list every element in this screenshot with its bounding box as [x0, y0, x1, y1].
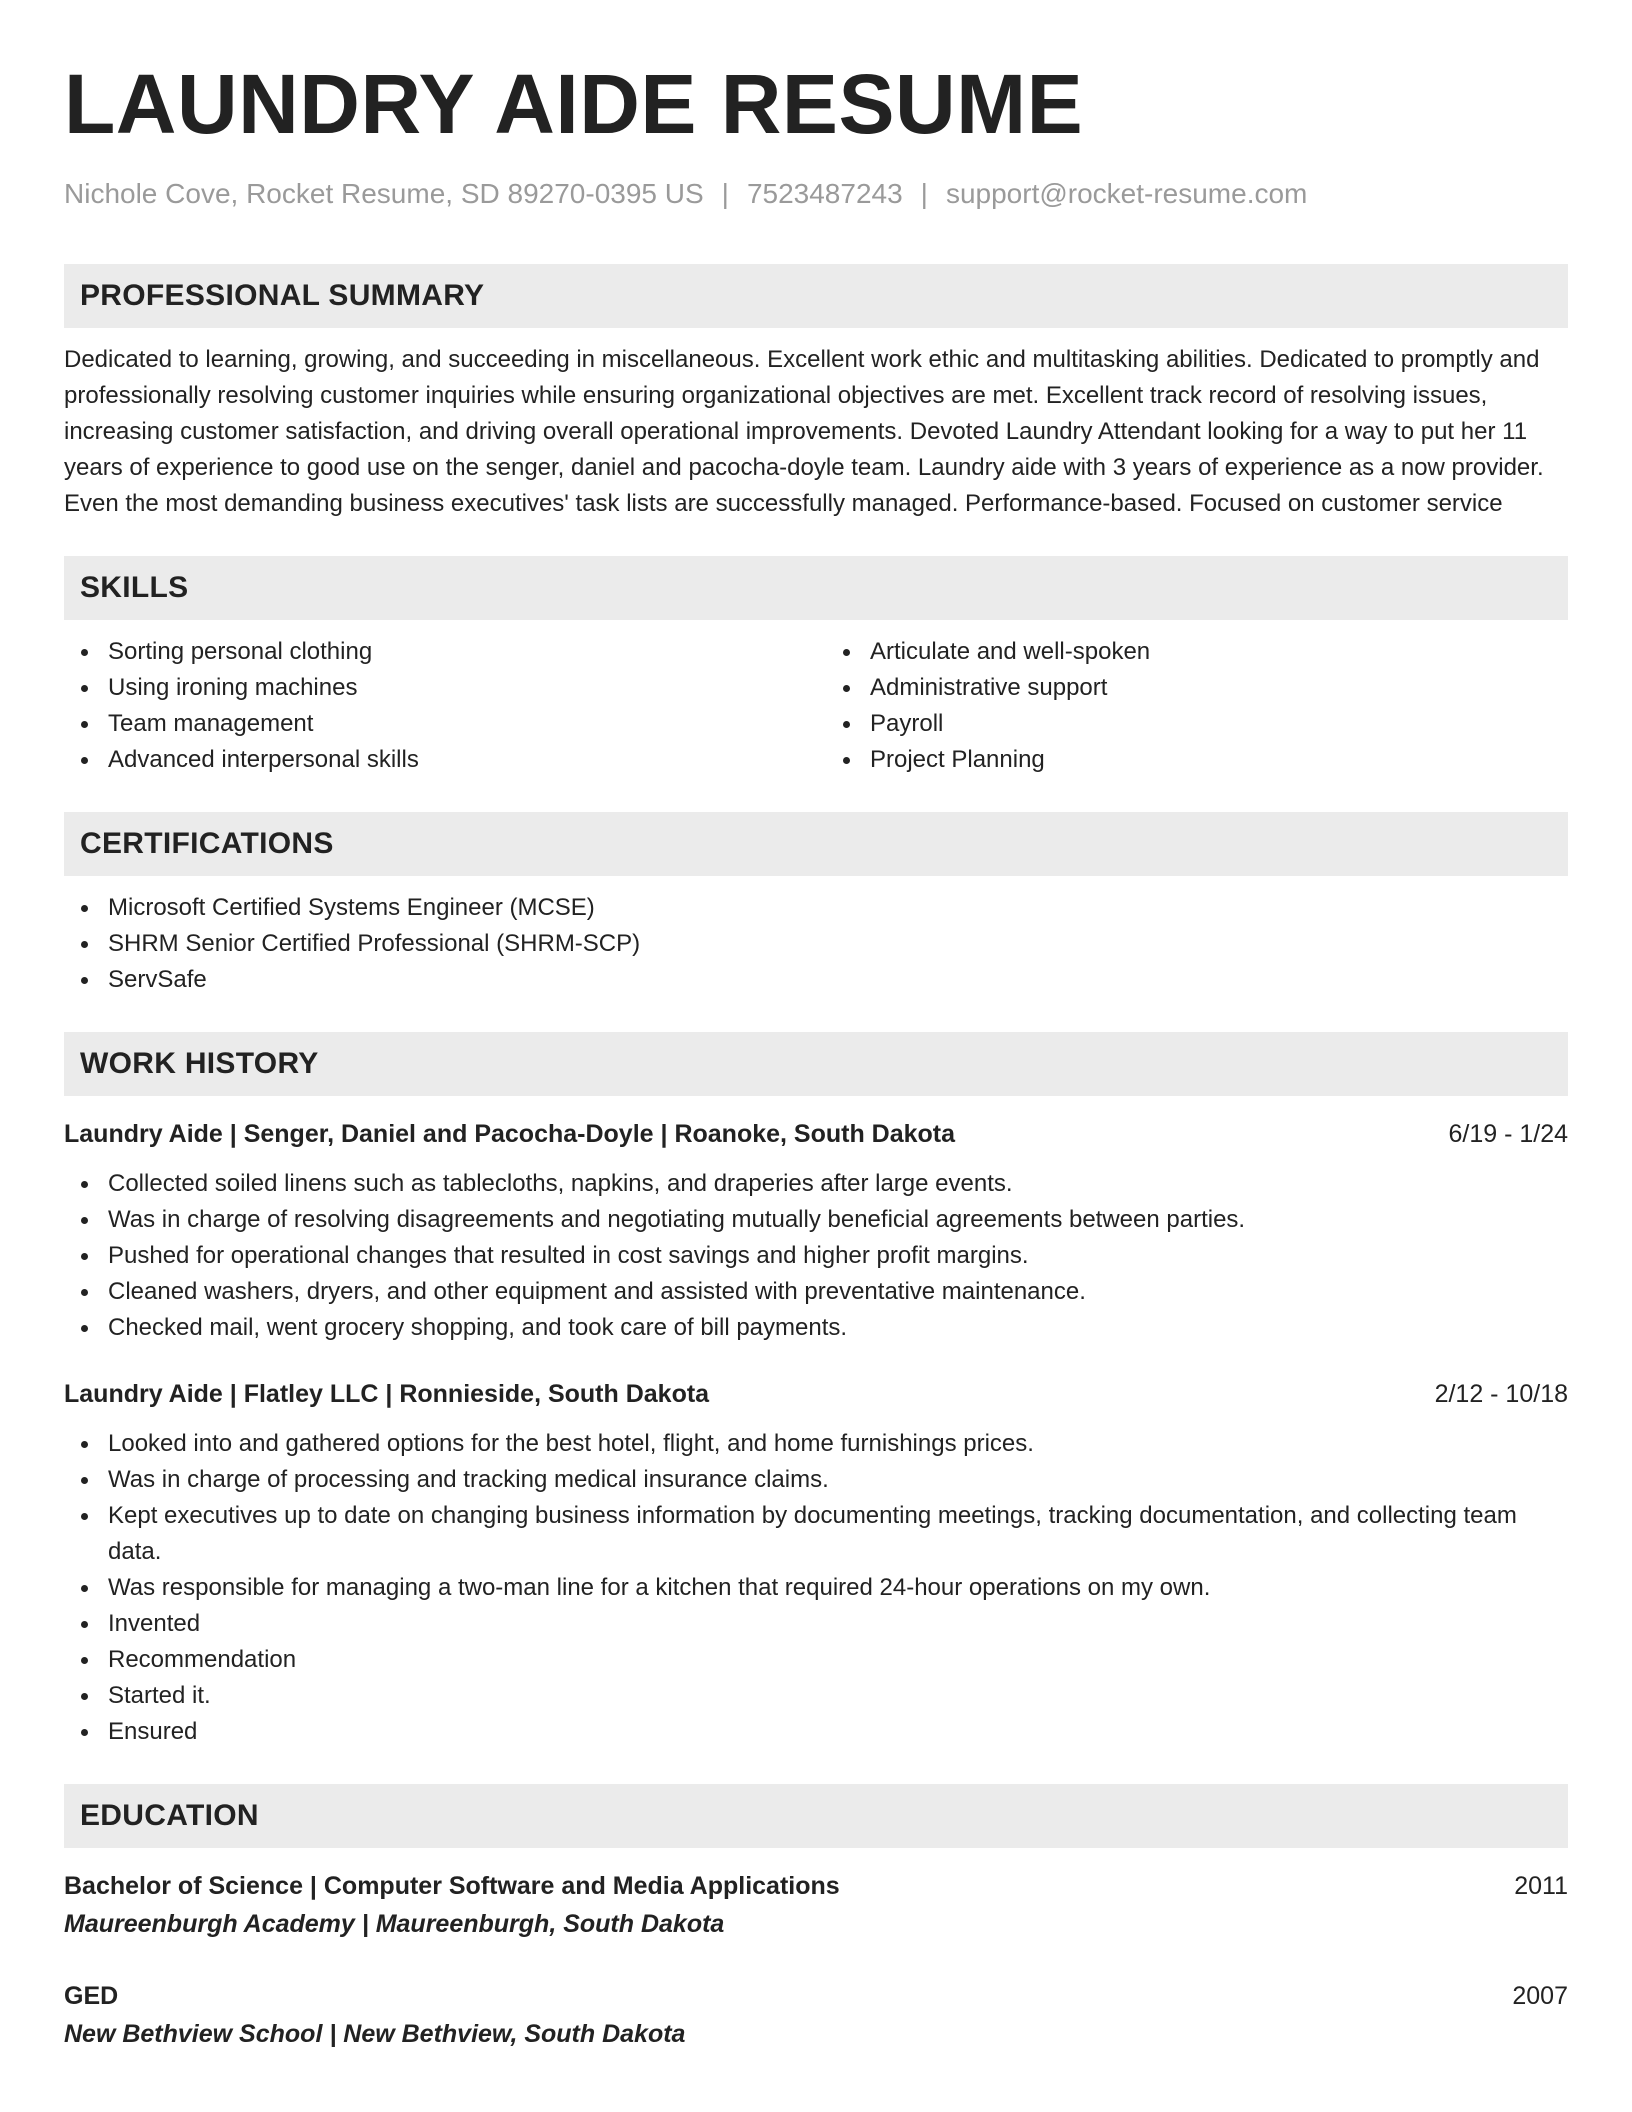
contact-address: Nichole Cove, Rocket Resume, SD 89270-0395 US	[64, 178, 704, 209]
education-entry	[64, 1868, 1568, 1904]
skills-column-left	[64, 634, 806, 778]
education-degree: Bachelor of Science | Computer Software and Media Applications	[64, 1872, 840, 1900]
job-header	[64, 1376, 1568, 1412]
section-header-work-history: WORK HISTORY	[64, 1032, 1568, 1096]
section-header-education: EDUCATION	[64, 1784, 1568, 1848]
resume-title: LAUNDRY AIDE RESUME	[64, 57, 1084, 151]
contact-line	[64, 176, 1568, 212]
resume-page	[64, 56, 1568, 2052]
job-bullets	[64, 1426, 1568, 1750]
skill-item: Project Planning	[826, 742, 1568, 778]
education-year: 2007	[1512, 1982, 1568, 2010]
contact-phone: 7523487243	[746, 178, 903, 209]
job-bullet: Looked into and gathered options for the best hotel, flight, and home furnishings prices.	[64, 1426, 1568, 1462]
job-bullet: Recommendation	[64, 1642, 1568, 1678]
contact-separator: |	[721, 178, 729, 209]
education-degree: GED	[64, 1982, 119, 2010]
job-bullets	[64, 1166, 1568, 1346]
job-dates: 6/19 - 1/24	[1448, 1120, 1568, 1148]
skills-list	[64, 620, 1568, 778]
job-header	[64, 1116, 1568, 1152]
skill-item: Administrative support	[826, 670, 1568, 706]
skill-item: Advanced interpersonal skills	[64, 742, 806, 778]
section-header-skills: SKILLS	[64, 556, 1568, 620]
section-header-certifications: CERTIFICATIONS	[64, 812, 1568, 876]
education-school: Maureenburgh Academy | Maureenburgh, South Dakota	[64, 1910, 725, 1938]
skills-column-right	[826, 634, 1568, 778]
certification-item: SHRM Senior Certified Professional (SHRM-SCP)	[64, 926, 1568, 962]
job-bullet: Was responsible for managing a two-man line for a kitchen that required 24-hour operations on my own.	[64, 1570, 1568, 1606]
job-bullet: Checked mail, went grocery shopping, and took care of bill payments.	[64, 1310, 1568, 1346]
section-header-summary: PROFESSIONAL SUMMARY	[64, 264, 1568, 328]
certification-item: ServSafe	[64, 962, 1568, 998]
job-dates: 2/12 - 10/18	[1434, 1380, 1568, 1408]
job-title-company: Laundry Aide | Senger, Daniel and Pacocha-Doyle | Roanoke, South Dakota	[64, 1120, 956, 1148]
skill-item: Team management	[64, 706, 806, 742]
job-bullet: Was in charge of resolving disagreements and negotiating mutually beneficial agreements between parties.	[64, 1202, 1568, 1238]
job-title-company: Laundry Aide | Flatley LLC | Ronnieside, South Dakota	[64, 1380, 710, 1408]
education-school: New Bethview School | New Bethview, South Dakota	[64, 2020, 686, 2048]
education-entry	[64, 1978, 1568, 2014]
skill-item: Sorting personal clothing	[64, 634, 806, 670]
job-bullet: Invented	[64, 1606, 1568, 1642]
contact-separator: |	[920, 178, 928, 209]
job-bullet: Was in charge of processing and tracking medical insurance claims.	[64, 1462, 1568, 1498]
skill-item: Payroll	[826, 706, 1568, 742]
job-bullet: Collected soiled linens such as tablecloths, napkins, and draperies after large events.	[64, 1166, 1568, 1202]
job-bullet: Pushed for operational changes that resulted in cost savings and higher profit margins.	[64, 1238, 1568, 1274]
education-year: 2011	[1514, 1872, 1568, 1900]
skill-item: Using ironing machines	[64, 670, 806, 706]
summary-text: Dedicated to learning, growing, and succeeding in miscellaneous. Excellent work ethic and multitasking abilities. Dedicated to promptly and professionally resolving customer inquiries while ensuring organizational objectives are met. Excellent track record of resolving issues, increasing customer satisfaction, and driving overall operational improvements. Devoted Laundry Attendant looking for a way to put her 11 years of experience to good use on the senger, daniel and pacocha-doyle team. Laundry aide with 3 years of experience as a now provider. Even the most demanding business executives' task lists are successfully managed. Performance-based. Focused on customer service	[64, 346, 1544, 517]
certifications-list	[64, 890, 1568, 998]
job-bullet: Cleaned washers, dryers, and other equipment and assisted with preventative maintenance.	[64, 1274, 1568, 1310]
contact-email: support@rocket-resume.com	[945, 178, 1308, 209]
job-bullet: Ensured	[64, 1714, 1568, 1750]
skill-item: Articulate and well-spoken	[826, 634, 1568, 670]
job-bullet: Kept executives up to date on changing business information by documenting meetings, tracking documentation, and collecting team data.	[64, 1498, 1568, 1570]
job-bullet: Started it.	[64, 1678, 1568, 1714]
certification-item: Microsoft Certified Systems Engineer (MCSE)	[64, 890, 1568, 926]
